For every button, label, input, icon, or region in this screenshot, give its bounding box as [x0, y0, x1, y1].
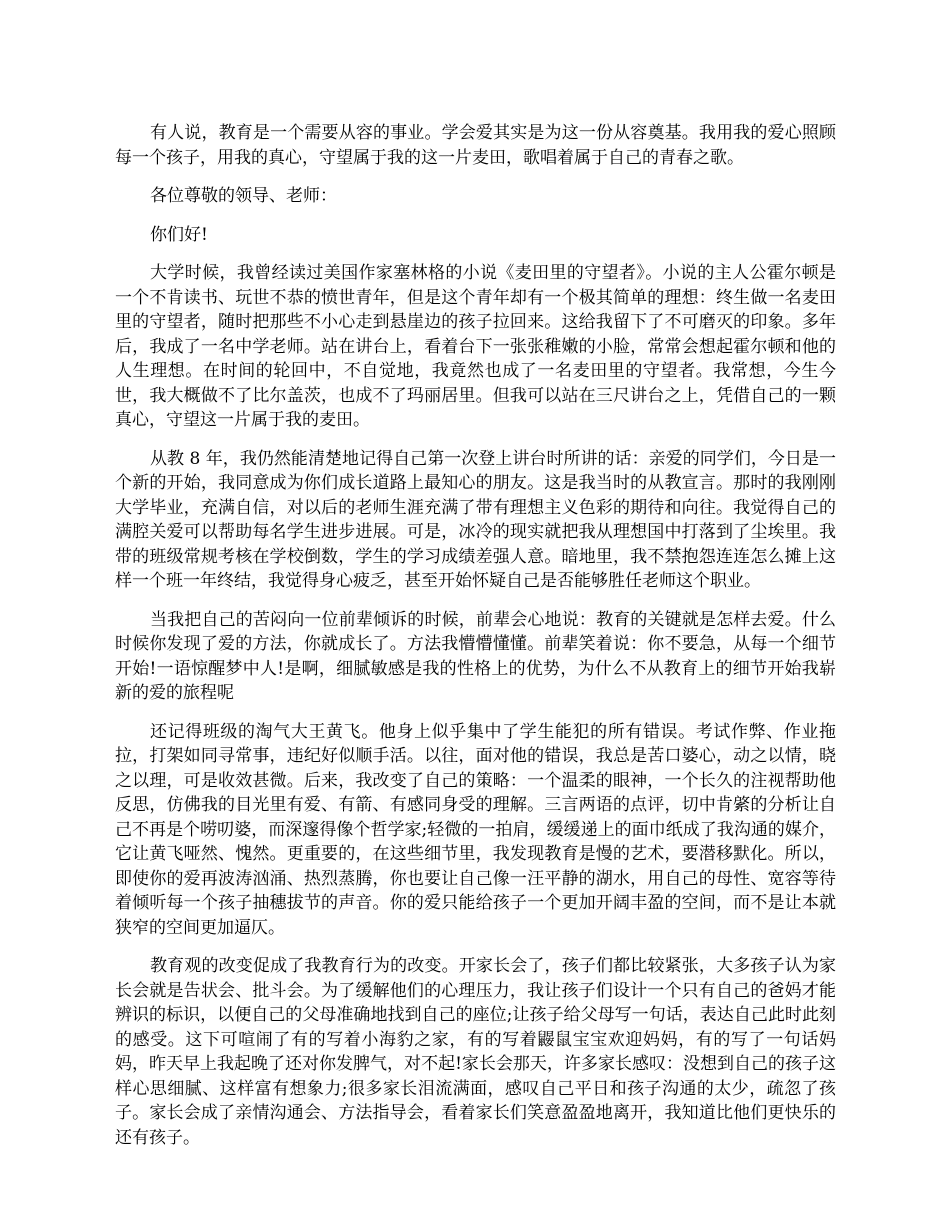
paragraph-huang-fei: 还记得班级的淘气大王黄飞。他身上似乎集中了学生能犯的所有错误。考试作弊、作业拖拉，打架如同寻常事，违纪好似顺手活。以往，面对他的错误，我总是苦口婆心，动之以情，晓之以理，可是收效甚微。后来，我改变了自己的策略：一个温柔的眼神，一个长久的注视帮助他反思，仿佛我的目光里有爱、有箭、有感同身受的理解。三言两语的点评，切中肯綮的分析让自己不再是个唠叨婆，而深邃得像个哲学家;轻微的一拍肩，缓缓递上的面巾纸成了我沟通的媒介，它让黄飞哑然、愧然。更重要的，在这些细节里，我发现教育是慢的艺术，要潜移默化。所以，即使你的爱再波涛汹涌、热烈蒸腾，你也要让自己像一汪平静的湖水，用自己的母性、宽容等待着倾听每一个孩子抽穗拔节的声音。你的爱只能给孩子一个更加开阔丰盈的空间，而不是让本就狭窄的空间更加逼仄。: [115, 721, 836, 938]
paragraph-mentor-advice: 当我把自己的苦闷向一位前辈倾诉的时候，前辈会心地说：教育的关键就是怎样去爱。什么时候你发现了爱的方法，你就成长了。方法我懵懵懂懂。前辈笑着说：你不要急，从每一个细节开始!一语惊醒梦中人!是啊，细腻敏感是我的性格上的优势，为什么不从教育上的细节开始我崭新的爱的旅程呢: [115, 609, 836, 703]
paragraph-greeting: 你们好!: [150, 224, 208, 245]
paragraph-intro: 有人说，教育是一个需要从容的事业。学会爱其实是为这一份从容奠基。我用我的爱心照顾每一个孩子，用我的真心，守望属于我的这一片麦田，歌唱着属于自己的青春之歌。: [115, 123, 836, 168]
paragraph-salutation: 各位尊敬的领导、老师：: [150, 186, 337, 206]
paragraph-parent-meeting: 教育观的改变促成了我教育行为的改变。开家长会了，孩子们都比较紧张，大多孩子认为家长会就是告状会、批斗会。为了缓解他们的心理压力，我让孩子们设计一个只有自己的爸妈才能辨识的标识，以便自己的父母准确地找到自己的座位;让孩子给父母写一句话，表达自己此时此刻的感受。这下可喧闹了有的写着小海豹之家，有的写着鼹鼠宝宝欢迎妈妈，有的写了一句话妈妈，昨天早上我起晚了还对你发脾气，对不起!家长会那天，许多家长感叹：没想到自己的孩子这样心思细腻、这样富有想象力;很多家长泪流满面，感叹自己平日和孩子沟通的太少，疏忽了孩子。家长会成了亲情沟通会、方法指导会，看着家长们笑意盈盈地离开，我知道比他们更快乐的还有孩子。: [115, 956, 836, 1148]
paragraph-teaching-8-years: 从教 8 年，我仍然能清楚地记得自己第一次登上讲台时所讲的话：亲爱的同学们，今日是一个新的开始，我同意成为你们成长道路上最知心的朋友。这是我当时的从教宣言。那时的我刚刚大学毕业，充满自信，对以后的老师生涯充满了带有理想主义色彩的期待和向往。我觉得自己的满腔关爱可以帮助每名学生进步进展。可是，冰冷的现实就把我从理想国中打落到了尘埃里。我带的班级常规考核在学校倒数，学生的学习成绩差强人意。暗地里，我不禁抱怨连连怎么摊上这样一个班一年终结，我觉得身心疲乏，甚至开始怀疑自己是否能够胜任老师这个职业。: [115, 448, 836, 591]
paragraph-catcher-in-the-rye: 大学时候，我曾经读过美国作家塞林格的小说《麦田里的守望者》。小说的主人公霍尔顿是一个不肯读书、玩世不恭的愤世青年，但是这个青年却有一个极其简单的理想：终生做一名麦田里的守望者，随时把那些不小心走到悬崖边的孩子拉回来。这给我留下了不可磨灭的印象。多年后，我成了一名中学老师。站在讲台上，看着台下一张张稚嫩的小脸，常常会想起霍尔顿和他的人生理想。在时间的轮回中，不自觉地，我竟然也成了一名麦田里的守望者。我常想，今生今世，我大概做不了比尔盖茨，也成不了玛丽居里。但我可以站在三尺讲台之上，凭借自己的一颗真心，守望这一片属于我的麦田。: [115, 263, 836, 430]
